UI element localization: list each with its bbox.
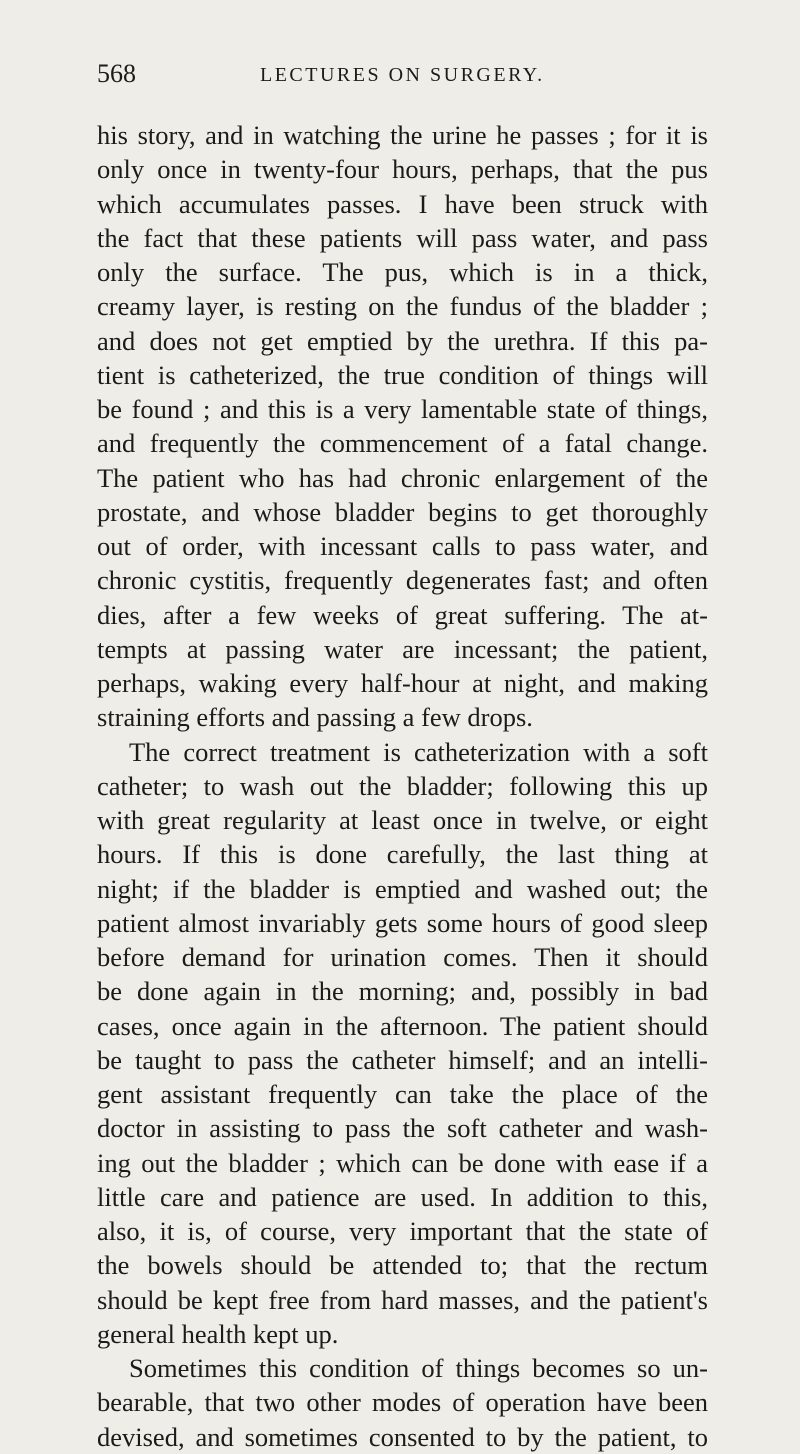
text-line: creamy layer, is resting on the fundus of the bladder ; — [97, 291, 708, 322]
running-title: LECTURES ON SURGERY. — [260, 64, 545, 86]
text-line: only once in twenty-four hours, perhaps, that the pus — [97, 154, 708, 185]
text-line-paragraph-end: straining efforts and passing a few drops. — [97, 702, 533, 733]
text-line: bearable, that two other modes of operation have been — [97, 1387, 708, 1418]
text-line: ing out the bladder ; which can be done with ease if a — [97, 1147, 708, 1178]
text-line: be done again in the morning; and, possibly in bad — [97, 976, 708, 1007]
text-line: be taught to pass the catheter himself; and an intelli- — [97, 1044, 708, 1075]
text-line: which accumulates passes. I have been struck with — [97, 188, 708, 219]
text-line: his story, and in watching the urine he passes ; for it is — [97, 120, 708, 150]
text-line: should be kept free from hard masses, and the patient's — [97, 1284, 708, 1315]
text-line: and frequently the commencement of a fatal change. — [97, 428, 708, 459]
text-line: only the surface. The pus, which is in a thick, — [97, 257, 708, 287]
text-line: night; if the bladder is emptied and washed out; the — [97, 873, 708, 904]
text-line: out of order, with incessant calls to pass water, and — [97, 531, 708, 561]
text-line: gent assistant frequently can take the place of the — [97, 1079, 708, 1109]
text-line: dies, after a few weeks of great suffering. The at- — [97, 599, 708, 630]
text-line: also, it is, of course, very important that the state of — [97, 1216, 708, 1246]
text-line: be found ; and this is a very lamentable state of things, — [97, 394, 708, 424]
text-line: doctor in assisting to pass the soft catheter and wash- — [97, 1113, 708, 1144]
page-number: 568 — [97, 59, 136, 88]
text-line-paragraph-start: The correct treatment is catheterization with a soft — [129, 736, 708, 767]
text-line-paragraph-end: general health kept up. — [97, 1318, 339, 1349]
text-line-paragraph-start: Sometimes this condition of things becomes so un- — [129, 1353, 708, 1383]
text-line: hours. If this is done carefully, the last thing at — [97, 839, 708, 870]
text-line: with great regularity at least once in twelve, or eight — [97, 805, 708, 835]
text-line: The patient who has had chronic enlargement of the — [97, 462, 708, 493]
running-head — [97, 59, 707, 88]
text-line: tient is catheterized, the true condition of things will — [97, 359, 708, 390]
text-line: cases, once again in the afternoon. The patient should — [97, 1010, 708, 1041]
text-line: perhaps, waking every half-hour at night, and making — [97, 668, 708, 698]
text-line: catheter; to wash out the bladder; following this up — [97, 770, 708, 801]
text-line: tempts at passing water are incessant; the patient, — [97, 633, 708, 664]
body-text — [97, 118, 708, 1454]
text-line: prostate, and whose bladder begins to get thoroughly — [97, 496, 708, 527]
text-line: chronic cystitis, frequently degenerates fast; and often — [97, 565, 708, 596]
text-line: the bowels should be attended to; that the rectum — [97, 1250, 708, 1281]
text-line: and does not get emptied by the urethra. If this pa- — [97, 325, 708, 356]
text-line: patient almost invariably gets some hours of good sleep — [97, 907, 708, 938]
text-line: before demand for urination comes. Then it should — [97, 942, 708, 972]
text-line: little care and patience are used. In addition to this, — [97, 1181, 708, 1212]
text-line: devised, and sometimes consented to by the patient, to — [97, 1421, 708, 1452]
text-line: the fact that these patients will pass water, and pass — [97, 222, 708, 253]
